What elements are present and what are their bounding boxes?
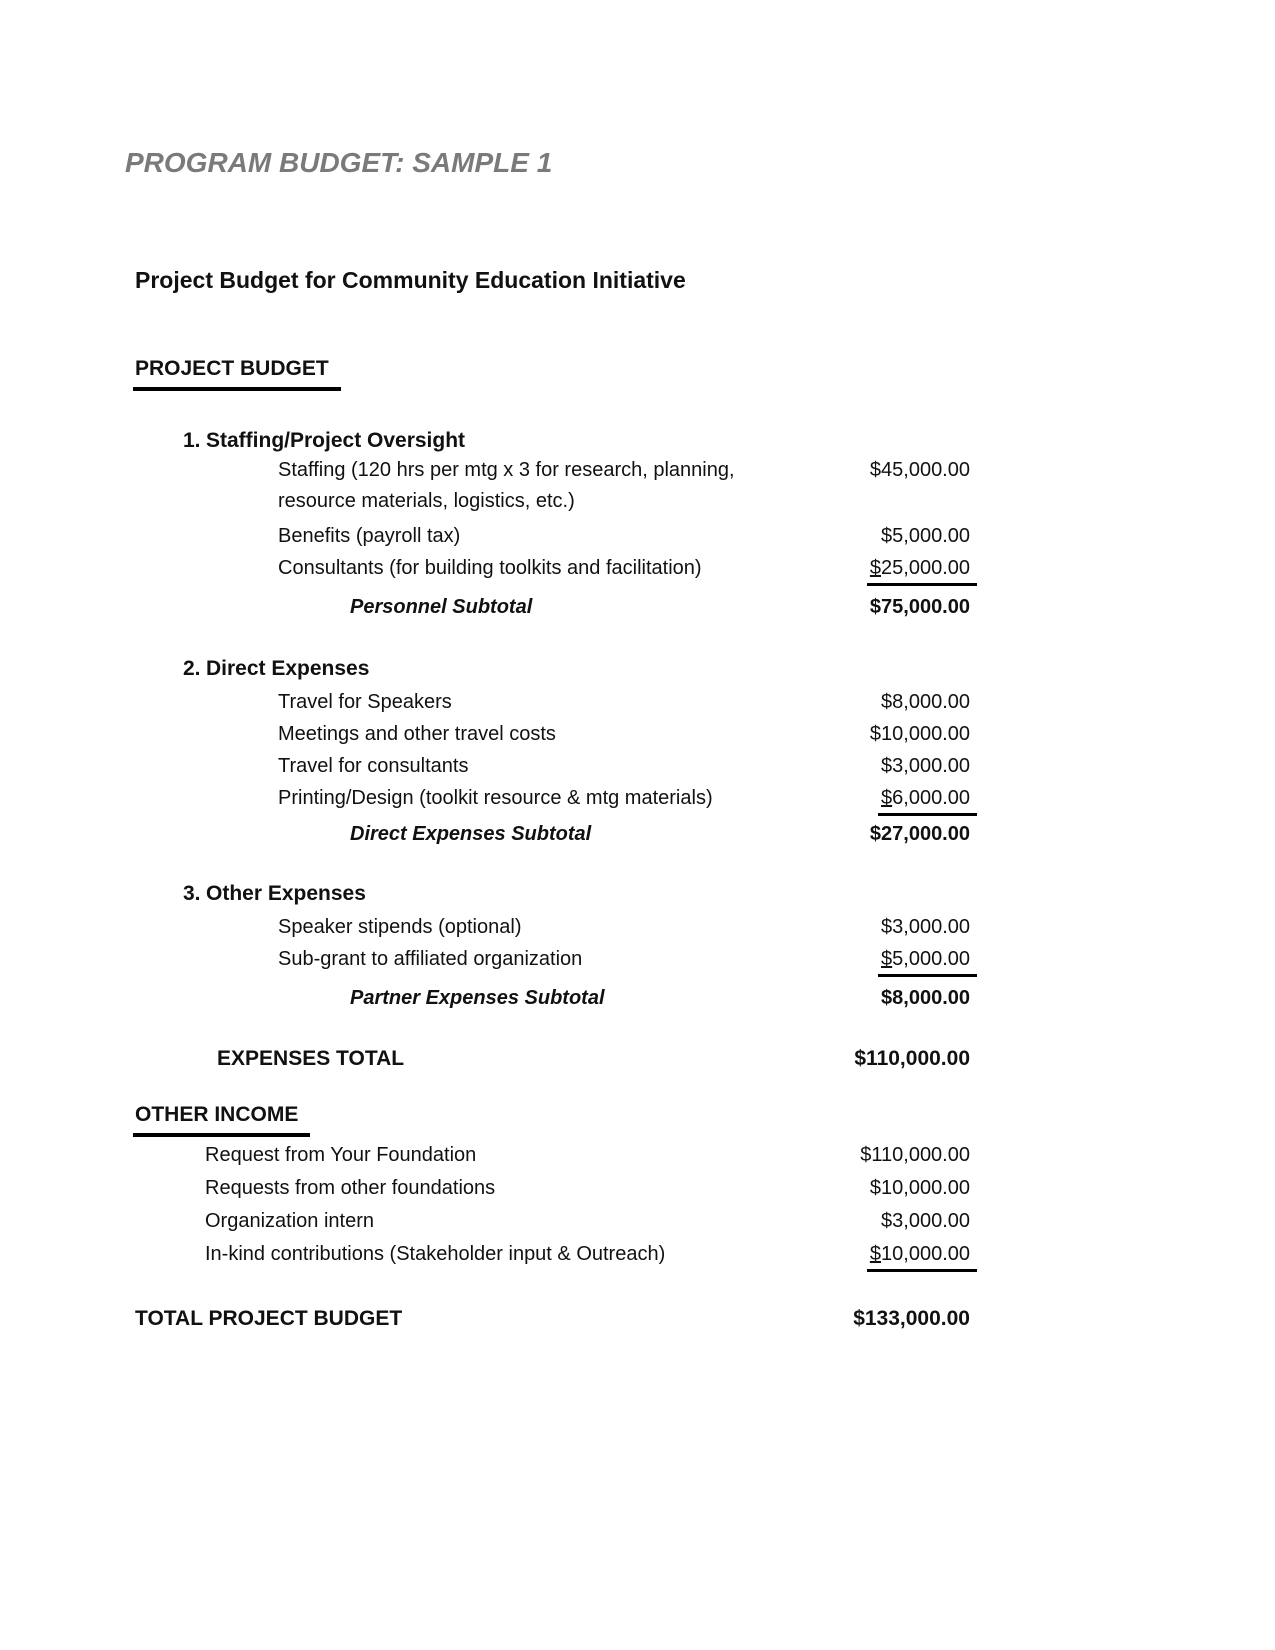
subtotal-row bbox=[135, 983, 970, 1014]
expenses-heading-text: PROJECT BUDGET bbox=[133, 356, 341, 391]
income-label: Request from Your Foundation bbox=[205, 1144, 477, 1166]
document-title: Project Budget for Community Education Initiative bbox=[135, 267, 686, 293]
income-item bbox=[205, 1238, 970, 1272]
line-item bbox=[278, 719, 970, 750]
line-item bbox=[278, 687, 970, 718]
item-label bbox=[278, 455, 820, 517]
subtotal-amount: $75,000.00 bbox=[869, 596, 970, 618]
subtotal-amount: $27,000.00 bbox=[869, 823, 970, 845]
item-amount bbox=[820, 944, 970, 977]
group-number: 2. bbox=[183, 657, 201, 680]
underlined-amount: $25,000.00 bbox=[867, 555, 977, 586]
item-amount: $3,000.00 bbox=[881, 755, 970, 777]
income-item bbox=[205, 1139, 970, 1171]
line-item bbox=[278, 521, 970, 552]
item-label: Printing/Design (toolkit resource & mtg materials) bbox=[278, 787, 713, 809]
income-amount bbox=[820, 1238, 970, 1272]
item-amount bbox=[820, 553, 970, 586]
item-amount: $10,000.00 bbox=[869, 723, 970, 745]
grand-total-label: TOTAL PROJECT BUDGET bbox=[135, 1307, 403, 1330]
income-label: In-kind contributions (Stakeholder input & Outreach) bbox=[205, 1243, 666, 1265]
grand-total-amount: $133,000.00 bbox=[853, 1307, 970, 1330]
item-amount: $3,000.00 bbox=[881, 916, 970, 938]
group-title: Direct Expenses bbox=[206, 657, 370, 680]
group-number: 1. bbox=[183, 429, 201, 452]
line-item bbox=[278, 783, 970, 816]
group-title: Staffing/Project Oversight bbox=[206, 429, 466, 452]
item-label-line2: resource materials, logistics, etc.) bbox=[278, 490, 575, 512]
subtotal-amount: $8,000.00 bbox=[881, 987, 970, 1009]
item-label: Sub-grant to affiliated organization bbox=[278, 948, 583, 970]
expense-group-staffing bbox=[135, 427, 970, 623]
page-title: PROGRAM BUDGET: SAMPLE 1 bbox=[125, 147, 553, 178]
item-label: Meetings and other travel costs bbox=[278, 723, 556, 745]
item-label: Travel for consultants bbox=[278, 755, 469, 777]
expenses-total-amount: $110,000.00 bbox=[854, 1047, 970, 1070]
item-amount: $8,000.00 bbox=[881, 691, 970, 713]
item-label: Consultants (for building toolkits and facilitation) bbox=[278, 557, 702, 579]
subtotal-row bbox=[135, 819, 970, 850]
income-section-heading bbox=[135, 1102, 970, 1137]
item-amount: $5,000.00 bbox=[881, 525, 970, 547]
income-label: Organization intern bbox=[205, 1210, 374, 1232]
income-item bbox=[205, 1205, 970, 1237]
group-number: 3. bbox=[183, 882, 201, 905]
income-item bbox=[205, 1172, 970, 1204]
grand-total-row bbox=[135, 1303, 970, 1334]
group-heading bbox=[135, 655, 970, 683]
group-heading bbox=[135, 427, 970, 455]
underlined-amount: $6,000.00 bbox=[878, 785, 977, 816]
item-amount: $45,000.00 bbox=[869, 459, 970, 481]
expenses-total-row bbox=[135, 1043, 970, 1074]
expense-group-direct bbox=[135, 655, 970, 850]
subtotal-label: Personnel Subtotal bbox=[350, 596, 533, 618]
item-label-line1: Staffing (120 hrs per mtg x 3 for research, planning, bbox=[278, 459, 735, 481]
income-label: Requests from other foundations bbox=[205, 1177, 496, 1199]
subtotal-row bbox=[135, 592, 970, 623]
line-item bbox=[278, 455, 970, 517]
line-item bbox=[278, 553, 970, 586]
expenses-section-heading bbox=[135, 356, 970, 391]
expense-group-other bbox=[135, 880, 970, 1014]
income-amount: $110,000.00 bbox=[860, 1144, 970, 1166]
expenses-total-label: EXPENSES TOTAL bbox=[217, 1047, 405, 1070]
group-heading bbox=[135, 880, 970, 908]
item-label: Benefits (payroll tax) bbox=[278, 525, 461, 547]
line-item bbox=[278, 944, 970, 977]
subtotal-label: Direct Expenses Subtotal bbox=[350, 823, 592, 845]
income-amount: $3,000.00 bbox=[881, 1210, 970, 1232]
income-heading-text: OTHER INCOME bbox=[133, 1102, 310, 1137]
item-label: Travel for Speakers bbox=[278, 691, 452, 713]
item-label: Speaker stipends (optional) bbox=[278, 916, 522, 938]
line-item bbox=[278, 912, 970, 943]
item-amount bbox=[820, 783, 970, 816]
subtotal-label: Partner Expenses Subtotal bbox=[350, 987, 605, 1009]
underlined-amount: $10,000.00 bbox=[867, 1241, 977, 1272]
underlined-amount: $5,000.00 bbox=[878, 946, 977, 977]
line-item bbox=[278, 751, 970, 782]
income-amount: $10,000.00 bbox=[869, 1177, 970, 1199]
group-title: Other Expenses bbox=[206, 882, 366, 905]
